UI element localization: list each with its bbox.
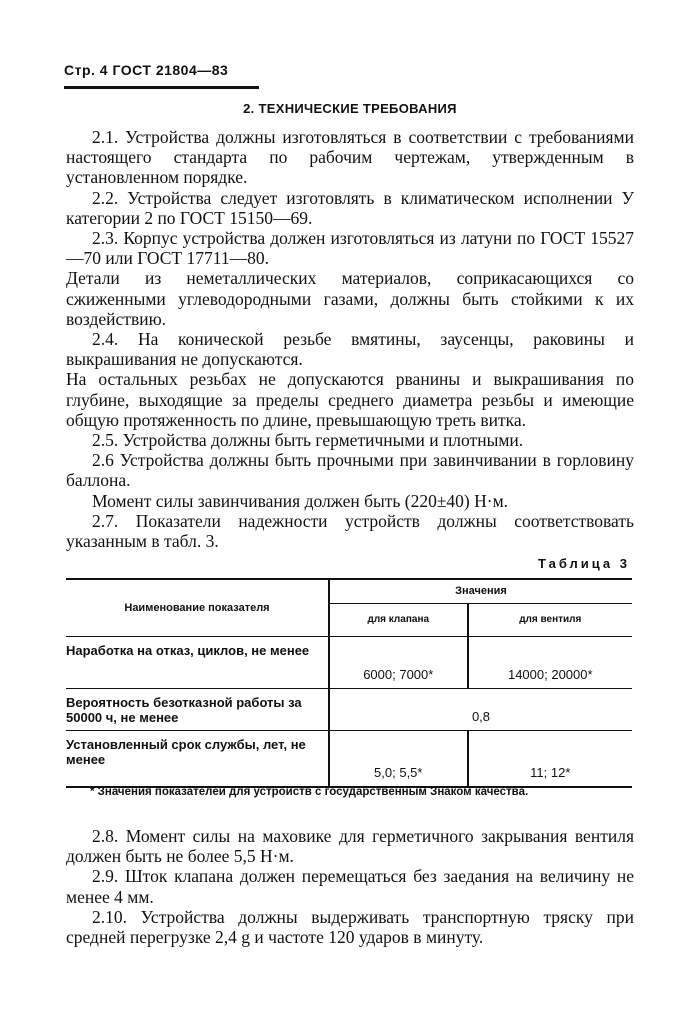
row-value-valve: 6000; 7000* — [329, 637, 468, 689]
paragraph-2-10: 2.10. Устройства должны выдерживать транспортную тряску при средней перегрузке 2,4 g и частоте 120 ударов в минуту. — [66, 906, 634, 948]
paragraph-materials: Детали из неметаллических материалов, соприкасающихся со сжиженными углеводородными газами, должны быть стойкими к их воздействию. — [66, 268, 634, 329]
paragraph-torque: Момент силы завинчивания должен быть (220±40) Н·м. — [92, 490, 509, 511]
row-value-valve: 5,0; 5,5* — [329, 731, 468, 787]
table-caption: Таблица 3 — [537, 556, 630, 571]
header-rule — [64, 86, 259, 89]
column-header-name: Наименование показателя — [124, 602, 270, 614]
body-text-upper — [66, 127, 634, 551]
row-value-common: 0,8 — [329, 689, 632, 731]
column-header-ventil: для вентиля — [468, 603, 632, 636]
row-value-ventil: 14000; 20000* — [468, 637, 632, 689]
paragraph-2-1: 2.1. Устройства должны изготовляться в соответствии с требованиями настоящего стандарта по рабочим чертежам, утвержденным в установленном порядке. — [66, 127, 634, 188]
paragraph-2-6: 2.6 Устройства должны быть прочными при завинчивании в горловину баллона. — [66, 450, 634, 491]
table-row — [66, 731, 632, 787]
paragraph-2-5: 2.5. Устройства должны быть герметичными и плотными. — [92, 430, 524, 451]
paragraph-2-3: 2.3. Корпус устройства должен изготовляться из латуни по ГОСТ 15527—70 или ГОСТ 17711—80. — [66, 228, 634, 269]
paragraph-2-2: 2.2. Устройства следует изготовлять в климатическом исполнении У категории 2 по ГОСТ 15150—69. — [66, 187, 634, 228]
table-3 — [66, 578, 632, 788]
paragraph-2-9: 2.9. Шток клапана должен перемещаться без заедания на величину не менее 4 мм. — [66, 866, 634, 907]
row-value-ventil: 11; 12* — [468, 731, 632, 787]
paragraph-threads: На остальных резьбах не допускаются рванины и выкрашивания по глубине, выходящие за пределы среднего диаметра резьбы и имеющие общую протяженность по длине, превышающую треть витка. — [66, 369, 634, 430]
table-footnote: * Значения показателей для устройств с государственным Знаком качества. — [90, 786, 529, 798]
running-header: Стр. 4 ГОСТ 21804—83 — [64, 62, 229, 78]
column-header-valve: для клапана — [329, 603, 468, 636]
table-row — [66, 637, 632, 689]
paragraph-2-4: 2.4. На конической резьбе вмятины, заусенцы, раковины и выкрашивания не допускаются. — [66, 329, 634, 370]
row-name: Установленный срок службы, лет, не менее — [66, 731, 329, 787]
paragraph-2-7: 2.7. Показатели надежности устройств должны соответствовать указанным в табл. 3. — [66, 510, 634, 552]
column-header-values: Значения — [329, 579, 632, 603]
body-text-lower — [66, 826, 634, 947]
row-name: Наработка на отказ, циклов, не менее — [66, 637, 329, 689]
paragraph-2-8: 2.8. Момент силы на маховике для герметичного закрывания вентиля должен быть не более 5,5 Н·м. — [66, 826, 634, 867]
row-name: Вероятность безотказной работы за 50000 ч, не менее — [66, 689, 329, 731]
section-title: 2. ТЕХНИЧЕСКИЕ ТРЕБОВАНИЯ — [243, 101, 457, 116]
table-row — [66, 689, 632, 731]
